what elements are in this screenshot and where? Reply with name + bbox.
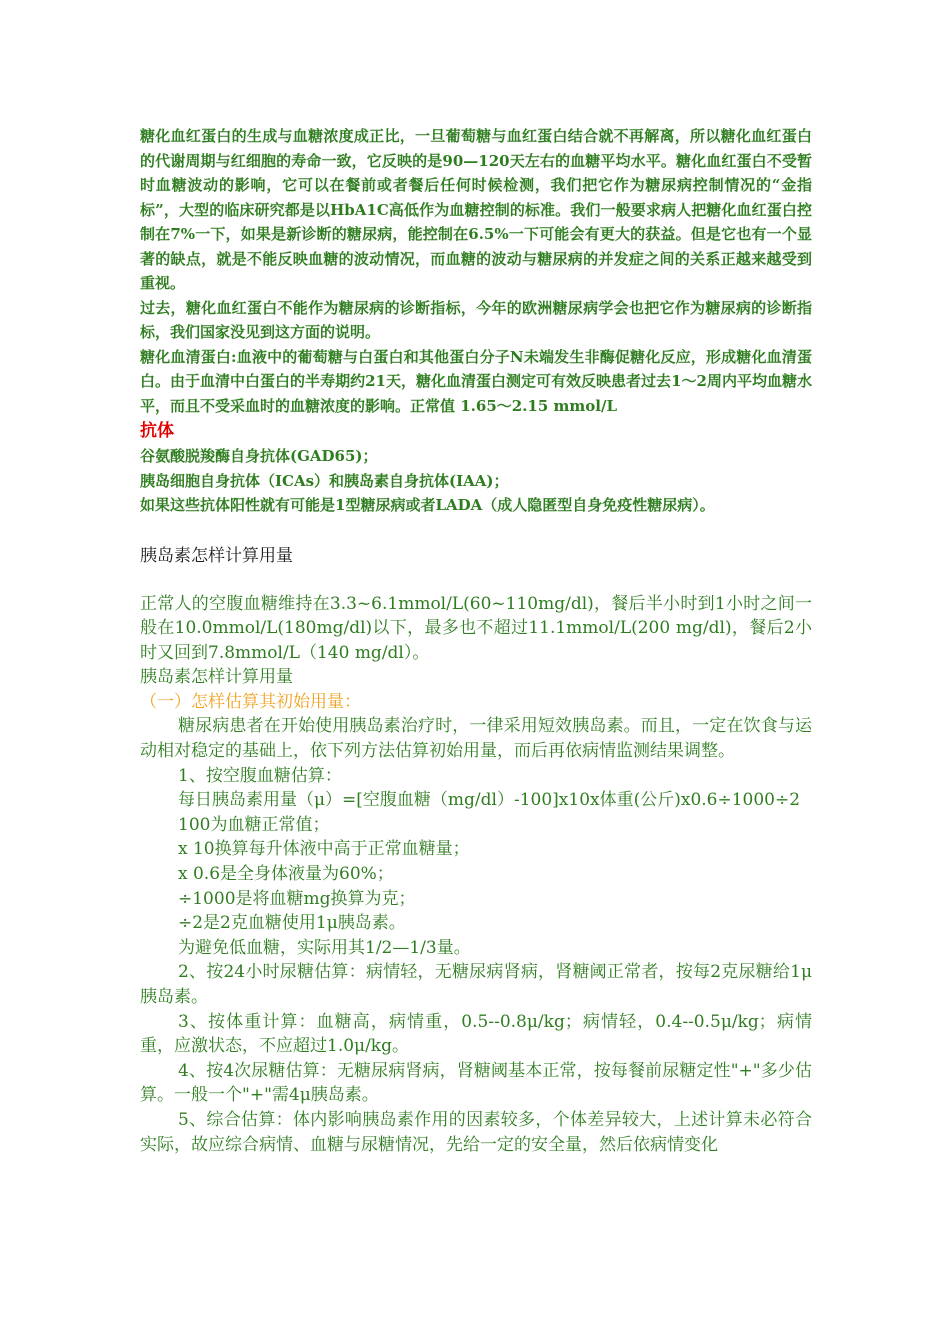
glycated-serum-protein-paragraph: 糖化血清蛋白:血液中的葡萄糖与白蛋白和其他蛋白分子N未端发生非酶促糖化反应，形成糖化血清蛋白。由于血清中白蛋白的半寿期约21天，糖化血清蛋白测定可有效反映患者过去1～2周内平均血糖水平，而且不受采血时的血糖浓度的影响。正常值 1.65～2.15 mmol/L — [140, 347, 812, 415]
formula-note-5: ÷2是2克血糖使用1μ胰岛素。 — [178, 913, 406, 934]
diagnosis-paragraph: 过去，糖化血红蛋白不能作为糖尿病的诊断指标，今年的欧洲糖尿病学会也把它作为糖尿病的诊断指标，我们国家没见到这方面的说明。 — [140, 298, 812, 341]
method-1: 1、按空腹血糖估算： — [178, 765, 342, 786]
normal-glucose-paragraph: 正常人的空腹血糖维持在3.3~6.1mmol/L(60~110mg/dl)，餐后半小时到1小时之间一般在10.0mmol/L(180mg/dl)以下，最多也不超过11.1mmol/L(200 mg/dl)，餐后2小时又回到7.8mmol/L（140 mg/dl）。 — [140, 593, 812, 663]
document-page — [140, 124, 812, 1157]
formula-note-3: x 0.6是全身体液量为60%； — [178, 864, 394, 885]
formula-note-1: 100为血糖正常值； — [178, 814, 330, 835]
formula-note-6: 为避免低血糖，实际用其1/2—1/3量。 — [178, 937, 471, 958]
section-title-repeat: 胰岛素怎样计算用量 — [140, 667, 293, 688]
initial-dose-subheading: （一）怎样估算其初始用量： — [140, 691, 361, 712]
formula-note-4: ÷1000是将血糖mg换算为克； — [178, 888, 416, 909]
formula-note-2: x 10换算每升体液中高于正常血糖量； — [178, 839, 470, 860]
formula-line: 每日胰岛素用量（μ）=[空腹血糖（mg/dl）-100]x10x体重(公斤)x0.6÷1000÷2 — [178, 790, 801, 811]
method-4: 4、按4次尿糖估算：无糖尿病肾病，肾糖阈基本正常，按每餐前尿糖定性"+"多少估算。一般一个"+"需4μ胰岛素。 — [140, 1060, 812, 1106]
section-title: 胰岛素怎样计算用量 — [140, 545, 293, 566]
antibody-line-ica-iaa: 胰岛细胞自身抗体（ICAs）和胰岛素自身抗体(IAA)； — [140, 471, 509, 490]
antibody-line-lada: 如果这些抗体阳性就有可能是1型糖尿病或者LADA（成人隐匿型自身免疫性糖尿病）。 — [140, 496, 715, 514]
antibody-line-gad65: 谷氨酸脱羧酶自身抗体(GAD65)； — [140, 447, 378, 465]
intro-paragraph: 糖尿病患者在开始使用胰岛素治疗时，一律采用短效胰岛素。而且，一定在饮食与运动相对稳定的基础上，依下列方法估算初始用量，而后再依病情监测结果调整。 — [140, 716, 812, 762]
hba1c-paragraph: 糖化血红蛋白的生成与血糖浓度成正比，一旦葡萄糖与血红蛋白结合就不再解离，所以糖化血红蛋白的代谢周期与红细胞的寿命一致，它反映的是90—120天左右的血糖平均水平。糖化血红蛋白不受暂时血糖波动的影响，它可以在餐前或者餐后任何时候检测，我们把它作为糖尿病控制情况的“金指标”，大型的临床研究都是以HbA1C高低作为血糖控制的标准。我们一般要求病人把糖化血红蛋白控制在7%一下，如果是新诊断的糖尿病，能控制在6.5%一下可能会有更大的获益。但是它也有一个显著的缺点，就是不能反映血糖的波动情况，而血糖的波动与糖尿病的并发症之间的关系正越来越受到重视。 — [140, 127, 812, 292]
method-5: 5、综合估算：体内影响胰岛素作用的因素较多，个体差异较大，上述计算未必符合实际，故应综合病情、血糖与尿糖情况，先给一定的安全量，然后依病情变化 — [140, 1109, 812, 1155]
method-2: 2、按24小时尿糖估算：病情轻，无糖尿病肾病，肾糖阈正常者，按每2克尿糖给1μ胰岛素。 — [140, 962, 812, 1007]
method-3: 3、按体重计算：血糖高，病情重，0.5--0.8μ/kg；病情轻，0.4--0.5μ/kg；病情重，应激状态，不应超过1.0μ/kg。 — [140, 1011, 812, 1057]
antibody-heading: 抗体 — [140, 421, 174, 441]
